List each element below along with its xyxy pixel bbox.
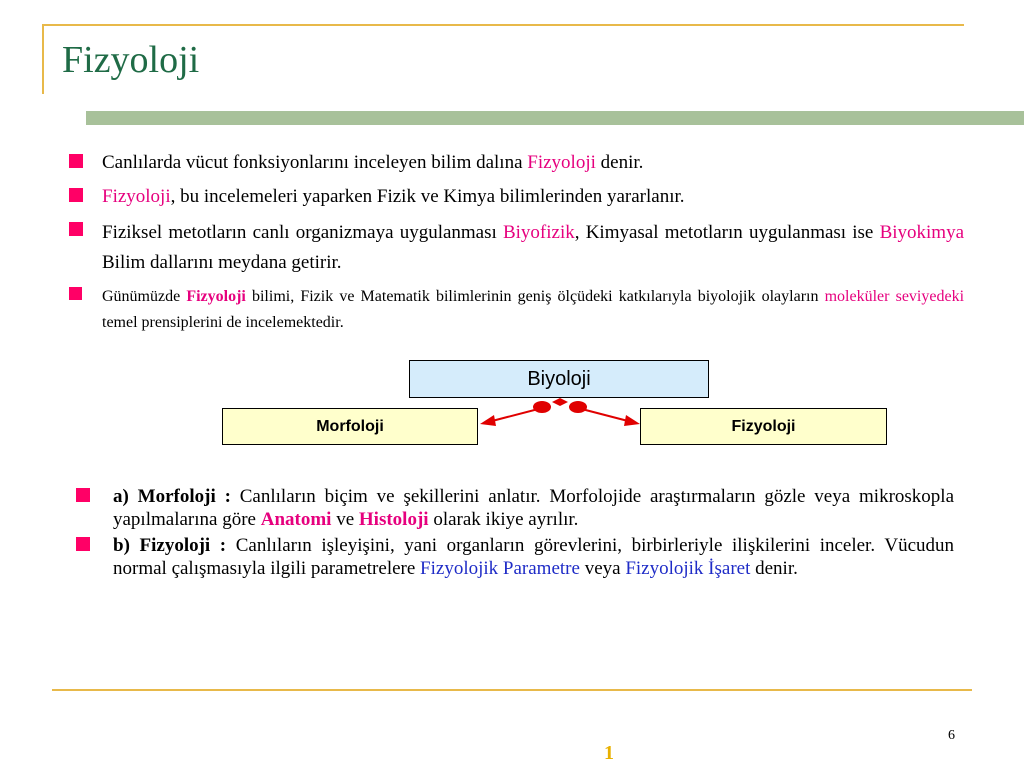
square-bullet-icon — [76, 488, 90, 502]
highlight-term: Fizyolojik Parametre — [420, 558, 580, 579]
highlight-term: Fizyoloji — [186, 288, 246, 305]
intro-bullet-list — [66, 150, 964, 336]
branches-bullet-list — [76, 485, 954, 583]
bullet-item — [76, 534, 954, 580]
bullet-item — [76, 485, 954, 531]
bullet-text: denir. — [595, 152, 644, 173]
bullet-text: ve — [331, 509, 359, 530]
bullet-item — [66, 218, 964, 278]
bullet-text: temel prensiplerini de incelemektedir. — [102, 314, 344, 331]
bullet-text: Canlıların işleyişini, yani organların görevlerini, birbirleriyle ilişkilerini inceler. Vücudun normal çalışmasıyla ilgili parametrelere — [113, 535, 955, 579]
square-bullet-icon — [69, 154, 83, 168]
diagram-arrows — [470, 390, 650, 435]
highlight-term: Fizyoloji — [527, 152, 596, 173]
branch-heading: ) Fizyoloji : — [123, 535, 236, 556]
branch-letter: a — [113, 486, 123, 507]
slide-number: 1 — [604, 742, 614, 764]
highlight-term: Anatomi — [260, 509, 332, 530]
bullet-text: Bilim dallarını meydana getirir. — [102, 252, 342, 273]
diagram-fizyoloji-box: Fizyoloji — [640, 408, 887, 445]
square-bullet-icon — [69, 287, 82, 300]
bullet-text: denir. — [750, 558, 798, 579]
bullet-item — [66, 184, 964, 210]
highlight-term: Biyokimya — [879, 222, 965, 243]
bullet-text: , bu incelemeleri yaparken Fizik ve Kimya bilimlerinden yararlanır. — [170, 186, 685, 207]
bullet-item — [66, 284, 964, 336]
diagram-morfoloji-box: Morfoloji — [222, 408, 478, 445]
highlight-term: moleküler seviyedeki — [824, 288, 965, 305]
page-number: 6 — [948, 728, 955, 743]
branch-heading: ) Morfoloji : — [122, 486, 240, 507]
top-frame-line — [42, 24, 964, 26]
bullet-text: Canlıların biçim ve şekillerini anlatır. Morfolojide araştırmaların gözle veya mikroskopla yapılmalarına göre — [113, 486, 955, 530]
bullet-text: Günümüzde — [102, 288, 187, 305]
bullet-text: bilimi, Fizik ve Matematik bilimlerinin geniş ölçüdeki katkılarıyla biyolojik olayların — [245, 288, 825, 305]
diagram-root-box: Biyoloji — [409, 360, 709, 398]
square-bullet-icon — [69, 222, 83, 236]
branch-letter: b — [113, 535, 124, 556]
bullet-text: Canlılarda vücut fonksiyonlarını inceleyen bilim dalına — [102, 152, 528, 173]
bullet-text: olarak ikiye ayrılır. — [428, 509, 579, 530]
square-bullet-icon — [76, 537, 90, 551]
bullet-text: veya — [579, 558, 626, 579]
slide-title: Fizyoloji — [62, 39, 200, 81]
highlight-term: Fizyolojik İşaret — [625, 558, 751, 579]
highlight-term: Histoloji — [358, 509, 429, 530]
bullet-text: , Kimyasal metotların uygulanması ise — [574, 222, 880, 243]
left-frame-line — [42, 24, 44, 94]
bullet-text: Fiziksel metotların canlı organizmaya uygulanması — [102, 222, 503, 243]
highlight-term: Fizyoloji — [102, 186, 171, 207]
title-underline-bar — [86, 111, 1024, 125]
square-bullet-icon — [69, 188, 83, 202]
highlight-term: Biyofizik — [502, 222, 575, 243]
bottom-frame-line — [52, 689, 972, 691]
bullet-item — [66, 150, 964, 176]
